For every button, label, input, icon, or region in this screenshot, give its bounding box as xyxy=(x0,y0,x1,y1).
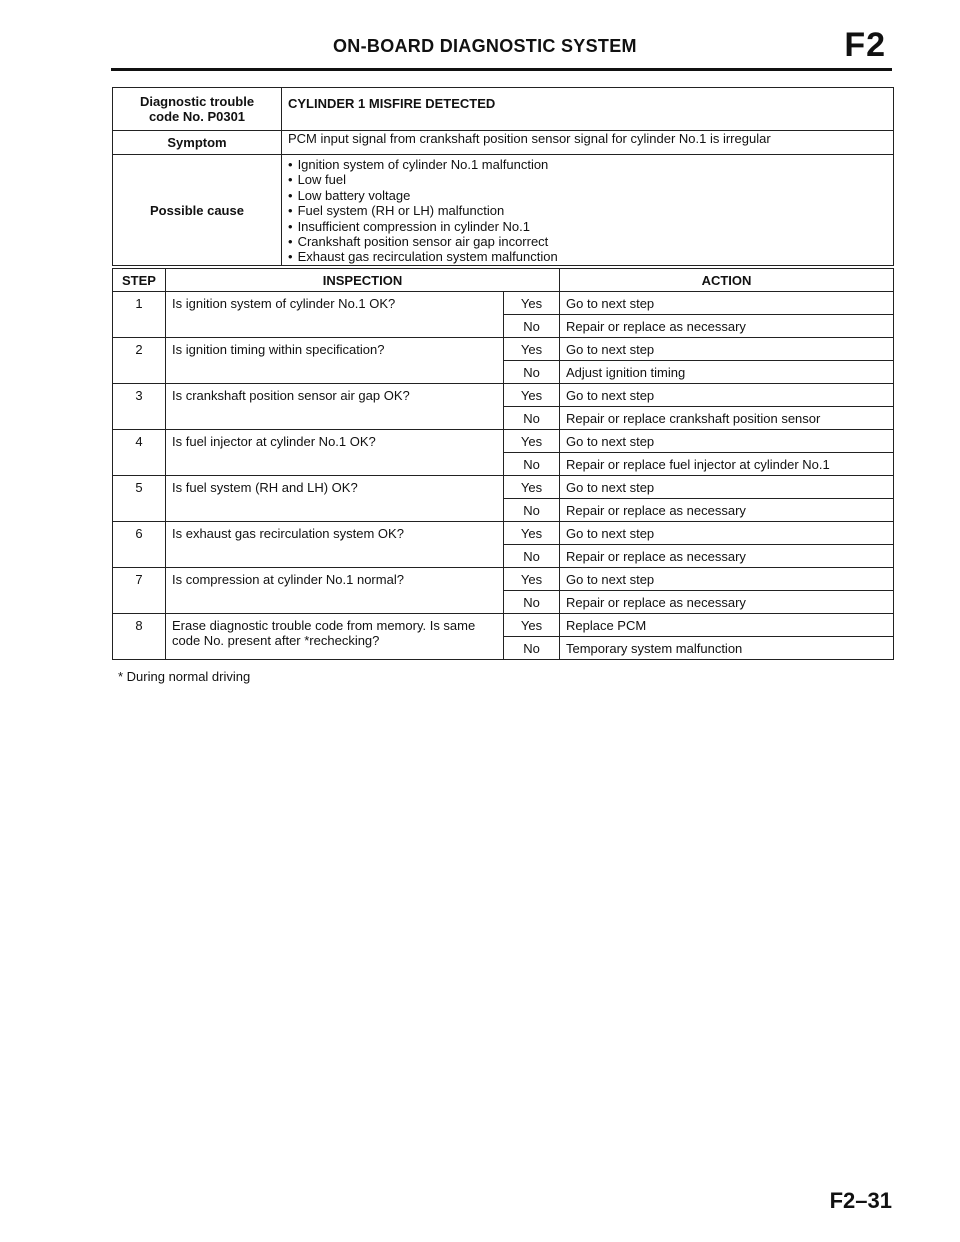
page-number: F2–31 xyxy=(829,1188,892,1213)
dtc-label-line1: Diagnostic trouble xyxy=(139,94,255,109)
symptom-cell xyxy=(282,131,894,155)
answer-no: No xyxy=(504,499,560,522)
cause-cell xyxy=(282,155,894,266)
action-no: Repair or replace as necessary xyxy=(560,499,894,522)
answer-no: No xyxy=(504,545,560,568)
dtc-title: CYLINDER 1 MISFIRE DETECTED xyxy=(288,96,496,111)
step-number: 1 xyxy=(113,292,166,338)
action-no: Repair or replace as necessary xyxy=(560,545,894,568)
cause-row xyxy=(113,155,894,266)
inspection-steps-table xyxy=(112,268,894,660)
answer-no: No xyxy=(504,407,560,430)
step-number: 7 xyxy=(113,568,166,614)
cause-item: • Low fuel xyxy=(288,172,887,187)
answer-no: No xyxy=(504,315,560,338)
cause-item: • Ignition system of cylinder No.1 malfunction xyxy=(288,157,887,172)
section-title: ON-BOARD DIAGNOSTIC SYSTEM xyxy=(333,36,637,56)
action-yes: Go to next step xyxy=(560,384,894,407)
step-number: 5 xyxy=(113,476,166,522)
inspection-header: INSPECTION xyxy=(166,269,560,292)
action-yes: Go to next step xyxy=(560,292,894,315)
cause-list xyxy=(288,157,887,265)
cause-item: • Insufficient compression in cylinder No.1 xyxy=(288,219,887,234)
dtc-label-cell xyxy=(113,88,282,131)
cause-label: Possible cause xyxy=(113,155,282,266)
action-no: Repair or replace fuel injector at cylinder No.1 xyxy=(560,453,894,476)
step-row-yes xyxy=(113,292,894,315)
footnote: * During normal driving xyxy=(118,669,251,684)
answer-no: No xyxy=(504,361,560,384)
action-yes: Go to next step xyxy=(560,522,894,545)
action-yes: Go to next step xyxy=(560,430,894,453)
step-row-yes xyxy=(113,522,894,545)
step-row-yes xyxy=(113,338,894,361)
step-header: STEP xyxy=(113,269,166,292)
step-inspection: Is fuel injector at cylinder No.1 OK? xyxy=(166,430,504,476)
section-code: F2 xyxy=(844,26,886,64)
action-no: Repair or replace as necessary xyxy=(560,315,894,338)
cause-item: • Exhaust gas recirculation system malfunction xyxy=(288,249,887,264)
steps-header-row xyxy=(113,269,894,292)
step-row-yes xyxy=(113,614,894,637)
step-row-yes xyxy=(113,430,894,453)
step-number: 6 xyxy=(113,522,166,568)
answer-yes: Yes xyxy=(504,430,560,453)
answer-yes: Yes xyxy=(504,614,560,637)
step-row-yes xyxy=(113,384,894,407)
answer-no: No xyxy=(504,637,560,660)
action-no: Adjust ignition timing xyxy=(560,361,894,384)
step-number: 2 xyxy=(113,338,166,384)
dtc-title-cell xyxy=(282,88,894,131)
action-yes: Go to next step xyxy=(560,476,894,499)
dtc-row xyxy=(113,88,894,131)
answer-no: No xyxy=(504,591,560,614)
cause-item: • Low battery voltage xyxy=(288,188,887,203)
action-no: Repair or replace as necessary xyxy=(560,591,894,614)
action-header: ACTION xyxy=(560,269,894,292)
answer-yes: Yes xyxy=(504,568,560,591)
step-row-yes xyxy=(113,476,894,499)
cause-item: • Crankshaft position sensor air gap incorrect xyxy=(288,234,887,249)
step-inspection: Is ignition timing within specification? xyxy=(166,338,504,384)
step-number: 3 xyxy=(113,384,166,430)
action-yes: Go to next step xyxy=(560,338,894,361)
cause-item: • Fuel system (RH or LH) malfunction xyxy=(288,203,887,218)
step-inspection: Is fuel system (RH and LH) OK? xyxy=(166,476,504,522)
step-inspection: Is compression at cylinder No.1 normal? xyxy=(166,568,504,614)
symptom-label: Symptom xyxy=(113,131,282,155)
symptom-row xyxy=(113,131,894,155)
answer-yes: Yes xyxy=(504,384,560,407)
symptom-text: PCM input signal from crankshaft position sensor signal for cylinder No.1 is irregular xyxy=(288,131,771,146)
page-header xyxy=(111,28,892,71)
step-inspection: Is exhaust gas recirculation system OK? xyxy=(166,522,504,568)
action-no: Temporary system malfunction xyxy=(560,637,894,660)
action-yes: Go to next step xyxy=(560,568,894,591)
answer-no: No xyxy=(504,453,560,476)
action-no: Repair or replace crankshaft position sensor xyxy=(560,407,894,430)
step-inspection: Is crankshaft position sensor air gap OK? xyxy=(166,384,504,430)
dtc-label-line2: code No. P0301 xyxy=(148,109,246,124)
answer-yes: Yes xyxy=(504,338,560,361)
answer-yes: Yes xyxy=(504,522,560,545)
action-yes: Replace PCM xyxy=(560,614,894,637)
answer-yes: Yes xyxy=(504,292,560,315)
step-row-yes xyxy=(113,568,894,591)
answer-yes: Yes xyxy=(504,476,560,499)
step-number: 4 xyxy=(113,430,166,476)
step-number: 8 xyxy=(113,614,166,660)
step-inspection: Erase diagnostic trouble code from memory. Is same code No. present after *rechecking? xyxy=(166,614,504,660)
dtc-info-table xyxy=(112,87,894,266)
step-inspection: Is ignition system of cylinder No.1 OK? xyxy=(166,292,504,338)
